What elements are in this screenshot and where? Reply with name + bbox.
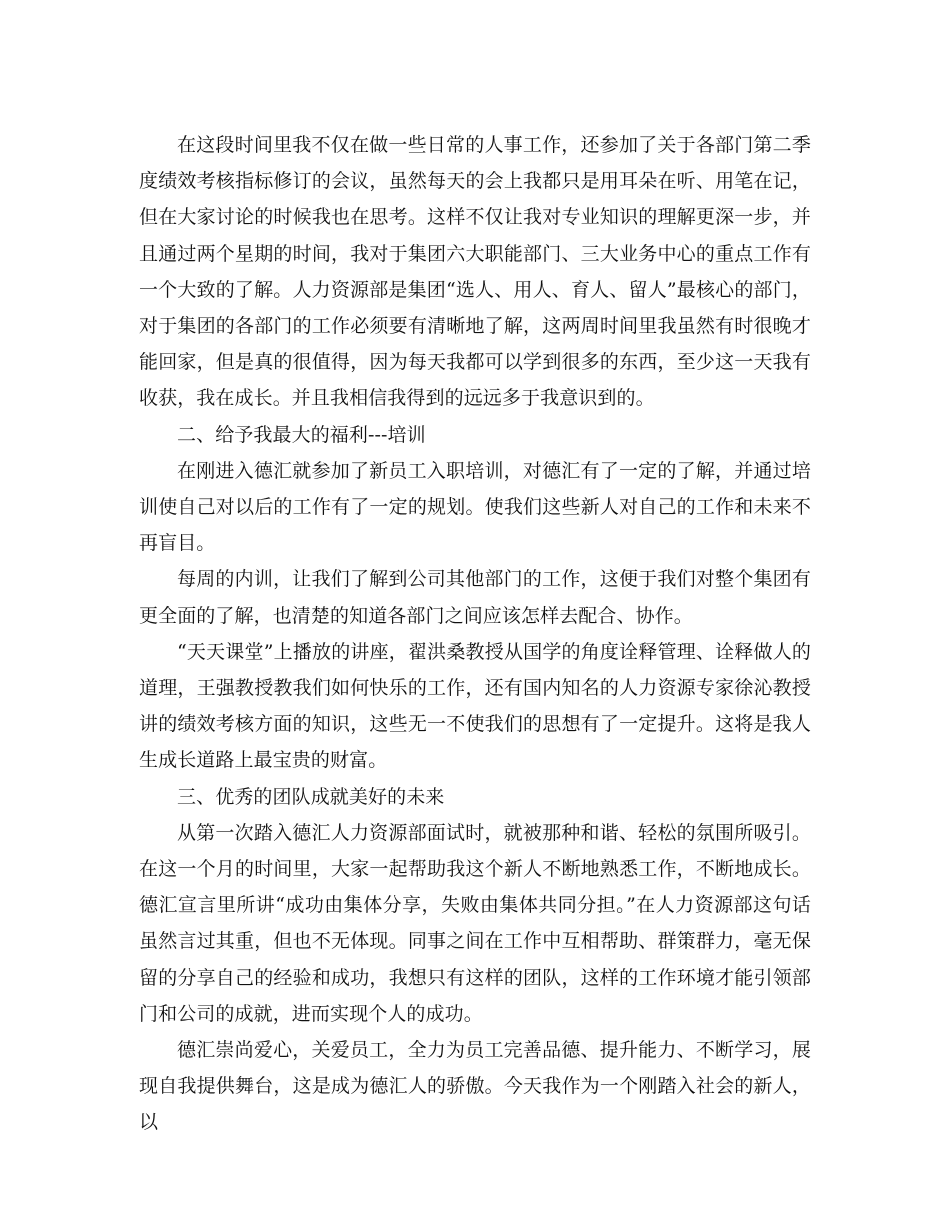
- section-heading-training: 二、给予我最大的福利---培训: [177, 423, 426, 446]
- paragraph-team-atmosphere: 从第一次踏入德汇人力资源部面试时，就被那种和谐、轻松的氛围所吸引。在这一个月的时间里，大家一起帮助我这个新人不断地熟悉工作，不断地成长。德汇宣言里所讲“成功由集体分享，失败由集体共同分担。”在人力资源部这句话虽然言过其重，但也不无体现。同事之间在工作中互相帮助、群策群力，毫无保留的分享自己的经验和成功，我想只有这样的团队，这样的工作环境才能引领部门和公司的成就，进而实现个人的成功。: [139, 821, 811, 1025]
- paragraph-daily-classroom: “天天课堂”上播放的讲座，翟洪桑教授从国学的角度诠释管理、诠释做人的道理，王强教授教我们如何快乐的工作，还有国内知名的人力资源专家徐沁教授讲的绩效考核方面的知识，这些无一不使我们的思想有了一定提升。这将是我人生成长道路上最宝贵的财富。: [139, 640, 811, 772]
- section-heading-team: 三、优秀的团队成就美好的未来: [177, 785, 445, 808]
- paragraph-onboarding-training: 在刚进入德汇就参加了新员工入职培训，对德汇有了一定的了解，并通过培训使自己对以后的工作有了一定的规划。使我们这些新人对自己的工作和未来不再盲目。: [139, 459, 811, 555]
- document-body: [139, 127, 811, 1141]
- paragraph-weekly-training: 每周的内训，让我们了解到公司其他部门的工作，这便于我们对整个集团有更全面的了解，也清楚的知道各部门之间应该怎样去配合、协作。: [139, 568, 811, 627]
- paragraph-company-values: 德汇崇尚爱心，关爱员工，全力为员工完善品德、提升能力、不断学习，展现自我提供舞台，这是成为德汇人的骄傲。今天我作为一个刚踏入社会的新人，以: [139, 1039, 811, 1134]
- paragraph-work-meetings: 在这段时间里我不仅在做一些日常的人事工作，还参加了关于各部门第二季度绩效考核指标修订的会议，虽然每天的会上我都只是用耳朵在听、用笔在记，但在大家讨论的时候我也在思考。这样不仅让我对专业知识的理解更深一步，并且通过两个星期的时间，我对于集团六大职能部门、三大业务中心的重点工作有一个大致的了解。人力资源部是集团“选人、用人、育人、留人”最核心的部门，对于集团的各部门的工作必须要有清晰地了解，这两周时间里我虽然有时很晚才能回家，但是真的很值得，因为每天我都可以学到很多的东西，至少这一天我有收获，我在成长。并且我相信我得到的远远多于我意识到的。: [139, 134, 811, 410]
